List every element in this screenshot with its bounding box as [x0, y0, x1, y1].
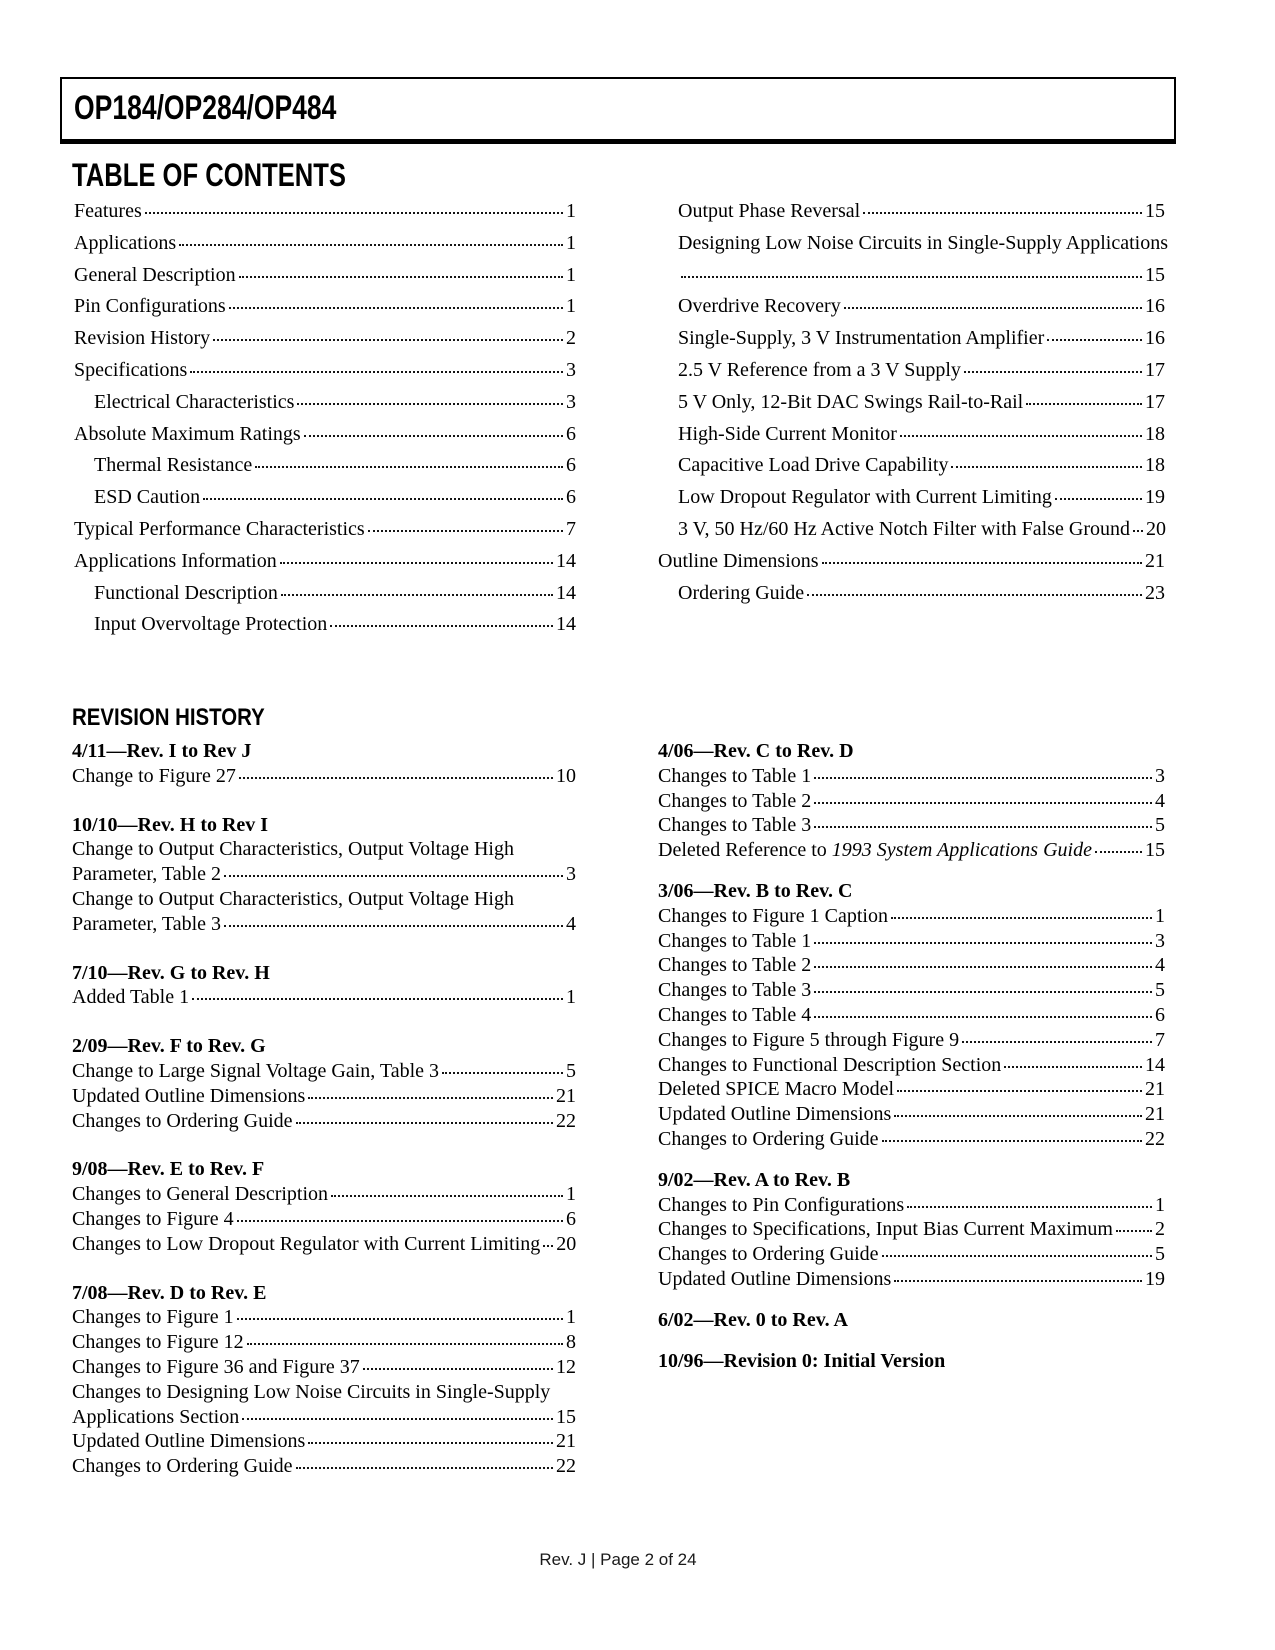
dot-leader: [814, 991, 1152, 993]
dot-leader: [951, 466, 1142, 468]
dot-leader: [203, 498, 563, 500]
toc-entry: [74, 578, 576, 610]
entry-label: Changes to Figure 12: [72, 1331, 244, 1354]
dot-leader: [1055, 498, 1142, 500]
toc-entry: [72, 985, 576, 1010]
entry-label: Changes to Pin Configurations: [658, 1193, 905, 1216]
toc-entry: [72, 887, 576, 912]
page-number: 22: [556, 1455, 576, 1478]
dot-leader: [897, 1090, 1142, 1092]
dot-leader: [296, 1122, 553, 1124]
dot-leader: [145, 212, 563, 214]
revision-group-heading: 4/06—Rev. C to Rev. D: [658, 740, 854, 762]
page-number: 4: [1155, 954, 1165, 977]
toc-entry: [658, 1102, 1165, 1127]
entry-label: Output Phase Reversal: [678, 200, 861, 222]
toc-entry: [658, 764, 1165, 789]
entry-label: Features: [74, 200, 142, 222]
entry-label: Changes to Table 2: [658, 954, 812, 977]
page-number: 14: [556, 613, 576, 636]
toc-entry: [658, 1193, 1165, 1218]
entry-label: Parameter, Table 3: [72, 912, 222, 935]
dot-leader: [247, 1343, 563, 1345]
entry-label: Specifications: [74, 358, 188, 381]
dot-leader: [237, 1318, 563, 1320]
revision-group: [72, 1157, 576, 1256]
toc-entry: [72, 837, 576, 862]
dot-leader: [242, 1418, 553, 1420]
dot-leader: [964, 371, 1142, 373]
dot-leader: [280, 562, 553, 564]
entry-label: Changes to Table 3: [658, 814, 812, 837]
entry-label: Changes to Ordering Guide: [658, 1243, 879, 1266]
entry-label: Updated Outline Dimensions: [72, 1430, 306, 1453]
entry-label: Change to Output Characteristics, Output Voltage High: [72, 838, 514, 861]
toc-entry: [72, 1454, 576, 1479]
entry-label: Updated Outline Dimensions: [658, 1103, 892, 1126]
dot-leader: [224, 925, 563, 927]
page-number: 2: [566, 327, 576, 350]
revision-group: [72, 1034, 576, 1133]
toc-entry: [74, 482, 576, 514]
toc-entry: [72, 1355, 576, 1380]
dot-leader: [330, 625, 553, 627]
page-number: 18: [1145, 422, 1165, 445]
page-number: 2: [1155, 1218, 1165, 1241]
entry-label: Deleted Reference to 1993 System Applications Guide: [658, 839, 1092, 862]
entry-label: Changes to Ordering Guide: [658, 1127, 879, 1150]
entry-label: Changes to Ordering Guide: [72, 1455, 293, 1478]
entry-label: Input Overvoltage Protection: [94, 613, 328, 636]
revision-group-heading: 7/08—Rev. D to Rev. E: [72, 1281, 267, 1304]
toc-entry: [72, 1059, 576, 1084]
entry-label: Changes to Ordering Guide: [72, 1109, 293, 1132]
toc-entry: [72, 1305, 576, 1330]
toc-entry: [74, 546, 576, 578]
dot-leader: [863, 212, 1142, 214]
page-number: 5: [1155, 979, 1165, 1002]
dot-leader: [442, 1072, 563, 1074]
toc-entry: [658, 482, 1165, 514]
dot-leader: [882, 1140, 1142, 1142]
entry-label: ESD Caution: [94, 486, 201, 509]
dot-leader: [331, 1195, 563, 1197]
entry-label: General Description: [74, 263, 236, 286]
toc-entry: [658, 978, 1165, 1003]
page-number: 14: [1145, 1053, 1165, 1076]
page-number: 20: [556, 1232, 577, 1255]
entry-label: Changes to Specifications, Input Bias Current Maximum: [658, 1218, 1113, 1241]
revision-group-heading: 3/06—Rev. B to Rev. C: [658, 879, 853, 902]
revision-group: [658, 1168, 1165, 1292]
toc-entry: [72, 1182, 576, 1207]
entry-label: Outline Dimensions: [658, 549, 819, 572]
entry-label: Designing Low Noise Circuits in Single-Supply Applications: [678, 231, 1168, 254]
page-number: 4: [1155, 789, 1165, 812]
dot-leader: [296, 1467, 553, 1469]
page-number: 1: [566, 263, 576, 286]
toc-entry-continuation: [72, 862, 576, 887]
entry-label: Changes to Figure 36 and Figure 37: [72, 1355, 360, 1378]
page-number: 19: [1145, 1267, 1165, 1290]
dot-leader: [814, 777, 1152, 779]
toc-entry: [658, 291, 1165, 323]
entry-label: Added Table 1: [72, 986, 190, 1009]
toc-entry: [658, 323, 1165, 355]
entry-label: Single-Supply, 3 V Instrumentation Amplifier: [678, 327, 1045, 350]
toc-entry: [658, 355, 1165, 387]
dot-leader: [229, 307, 563, 309]
dot-leader: [822, 562, 1142, 564]
toc-entry: [658, 1217, 1165, 1242]
dot-leader: [368, 530, 563, 532]
dot-leader: [807, 594, 1142, 596]
dot-leader: [814, 802, 1152, 804]
dot-leader: [255, 466, 563, 468]
toc-entry: [74, 260, 576, 292]
entry-label: Changes to Figure 1 Caption: [658, 904, 888, 927]
page-number: 3: [566, 863, 576, 886]
page-footer: Rev. J | Page 2 of 24: [539, 1550, 697, 1569]
toc-entry: [72, 1330, 576, 1355]
dot-leader: [814, 1016, 1152, 1018]
toc-entry: [72, 1380, 576, 1405]
page-number: 22: [556, 1109, 576, 1132]
entry-label: Pin Configurations: [74, 295, 226, 318]
page-number: 10: [556, 764, 576, 787]
revision-group: [658, 879, 1165, 1152]
toc-entry: [658, 578, 1165, 610]
page-number: 5: [1155, 1243, 1165, 1266]
page-number: 15: [1145, 200, 1165, 222]
dot-leader: [239, 777, 553, 779]
toc-entry: [72, 1109, 576, 1134]
revision-group-heading: 2/09—Rev. F to Rev. G: [72, 1035, 266, 1058]
entry-label: Change to Large Signal Voltage Gain, Table 3: [72, 1059, 440, 1082]
page-number: 16: [1145, 327, 1165, 350]
revision-history-title: REVISION HISTORY: [72, 704, 265, 731]
dot-leader: [363, 1368, 553, 1370]
dot-leader: [213, 339, 563, 341]
toc-entry: [658, 1127, 1165, 1152]
entry-label: Applications Information: [74, 549, 277, 572]
toc-entry: [658, 514, 1165, 546]
revision-group-heading: 7/10—Rev. G to Rev. H: [72, 961, 270, 984]
entry-label: Ordering Guide: [678, 581, 805, 604]
dot-leader: [1047, 339, 1142, 341]
page-number: 21: [556, 1430, 576, 1453]
dot-leader: [907, 1206, 1152, 1208]
entry-label: Capacitive Load Drive Capability: [678, 454, 949, 477]
entry-label-italic: 1993 System Applications Guide: [831, 839, 1092, 862]
part-number-banner: [60, 77, 1176, 144]
page-number: 14: [556, 581, 576, 604]
toc-entry: [74, 450, 576, 482]
page-number: 1: [566, 1183, 576, 1206]
toc-entry-continuation: [658, 260, 1165, 292]
entry-label: Electrical Characteristics: [94, 390, 295, 413]
dot-leader: [814, 826, 1152, 828]
toc-entry: [658, 419, 1165, 451]
entry-label: Change to Output Characteristics, Output Voltage High: [72, 887, 514, 910]
toc-entry: [72, 1429, 576, 1454]
revision-group-heading: 4/11—Rev. I to Rev J: [72, 740, 252, 762]
toc-entry: [658, 789, 1165, 814]
entry-label: Revision History: [74, 327, 211, 350]
revision-group-heading: 9/02—Rev. A to Rev. B: [658, 1168, 851, 1191]
toc-entry: [74, 291, 576, 323]
entry-label: Thermal Resistance: [94, 454, 253, 477]
page-number: 17: [1145, 390, 1165, 413]
entry-label: Changes to Table 2: [658, 789, 812, 812]
revision-history-right-column: [658, 739, 1165, 1389]
entry-label: Overdrive Recovery: [678, 295, 841, 318]
page-number: 5: [1155, 814, 1165, 837]
page-number: 14: [556, 549, 576, 572]
entry-label: Changes to Figure 5 through Figure 9: [658, 1028, 960, 1051]
toc-entry: [658, 1077, 1165, 1102]
dot-leader: [192, 998, 563, 1000]
toc-entry: [658, 228, 1168, 260]
toc-entry: [74, 514, 576, 546]
dot-leader: [304, 435, 563, 437]
page-number: 6: [566, 454, 576, 477]
dot-leader: [308, 1442, 553, 1444]
page-number: 21: [1145, 549, 1165, 572]
page-number: 23: [1145, 581, 1165, 604]
toc-entry-continuation: [72, 1405, 576, 1430]
dot-leader: [1133, 530, 1143, 532]
page-number: 21: [556, 1084, 576, 1107]
page-number: 3: [1155, 764, 1165, 787]
page-number: 1: [566, 231, 576, 254]
page-number: 21: [1145, 1078, 1165, 1101]
entry-label: Low Dropout Regulator with Current Limiting: [678, 486, 1052, 509]
revision-group: [658, 739, 1165, 863]
page-number: 19: [1145, 486, 1165, 509]
dot-leader: [814, 942, 1152, 944]
page-number: 16: [1145, 295, 1165, 318]
toc-entry: [72, 1232, 576, 1257]
entry-label: 2.5 V Reference from a 3 V Supply: [678, 358, 961, 381]
revision-group: [72, 739, 576, 789]
page-number: 17: [1145, 358, 1165, 381]
page-number: 22: [1145, 1127, 1165, 1150]
entry-label: Deleted SPICE Macro Model: [658, 1078, 895, 1101]
toc-entry: [658, 1267, 1165, 1292]
revision-group-heading: 10/10—Rev. H to Rev I: [72, 813, 269, 836]
page-number: 1: [1155, 904, 1165, 927]
page-number: 18: [1145, 454, 1165, 477]
entry-label: 3 V, 50 Hz/60 Hz Active Notch Filter with False Ground: [678, 517, 1130, 540]
dot-leader: [844, 307, 1142, 309]
dot-leader: [882, 1255, 1152, 1257]
toc-entry: [74, 609, 576, 641]
entry-label: Updated Outline Dimensions: [658, 1267, 892, 1290]
dot-leader: [900, 435, 1142, 437]
revision-group: [72, 1281, 576, 1479]
page-number: 3: [1155, 929, 1165, 952]
page-number: 7: [566, 517, 576, 540]
entry-label: Change to Figure 27: [72, 764, 236, 787]
toc-title: TABLE OF CONTENTS: [72, 157, 346, 193]
toc-entry: [658, 929, 1165, 954]
page-number: 7: [1155, 1028, 1165, 1051]
toc-entry: [658, 1242, 1165, 1267]
dot-leader: [681, 276, 1142, 278]
entry-label: Functional Description: [94, 581, 278, 604]
dot-leader: [179, 244, 563, 246]
revision-group: [72, 961, 576, 1011]
toc-entry: [658, 813, 1165, 838]
revision-group: [72, 813, 576, 937]
toc-entry: [658, 387, 1165, 419]
toc-entry: [658, 838, 1165, 863]
toc-entry: [658, 1028, 1165, 1053]
dot-leader: [237, 1220, 563, 1222]
entry-label: Changes to General Description: [72, 1183, 329, 1206]
entry-label: Parameter, Table 2: [72, 863, 222, 886]
entry-label: Applications: [74, 231, 177, 254]
toc-right-column: [658, 196, 1168, 609]
entry-label: High-Side Current Monitor: [678, 422, 897, 445]
toc-entry-continuation: [72, 912, 576, 937]
revision-group-heading: 10/96—Revision 0: Initial Version: [658, 1349, 946, 1372]
toc-entry: [658, 1003, 1165, 1028]
page-number: 4: [566, 912, 576, 935]
revision-group-heading: 9/08—Rev. E to Rev. F: [72, 1158, 265, 1181]
page-number: 15: [556, 1405, 576, 1428]
entry-label: Changes to Table 3: [658, 979, 812, 1002]
dot-leader: [891, 917, 1152, 919]
revision-group: [658, 1308, 1165, 1333]
toc-entry: [658, 196, 1165, 228]
dot-leader: [308, 1097, 553, 1099]
dot-leader: [814, 966, 1152, 968]
page-number: 15: [1145, 263, 1165, 286]
page-number: 3: [566, 390, 576, 413]
toc-entry: [658, 904, 1165, 929]
entry-label: Typical Performance Characteristics: [74, 517, 365, 540]
toc-entry: [74, 387, 576, 419]
toc-entry: [658, 546, 1165, 578]
entry-label: Applications Section: [72, 1405, 240, 1428]
page-number: 1: [566, 200, 576, 222]
toc-left-column: [74, 196, 576, 641]
page-number: 1: [1155, 1193, 1165, 1216]
revision-group-heading: 6/02—Rev. 0 to Rev. A: [658, 1308, 848, 1331]
page-number: 15: [1145, 839, 1165, 862]
dot-leader: [281, 594, 553, 596]
page-number: 21: [1145, 1103, 1165, 1126]
entry-label: 5 V Only, 12-Bit DAC Swings Rail-to-Rail: [678, 390, 1024, 413]
page-number: 12: [556, 1355, 576, 1378]
toc-entry: [72, 1084, 576, 1109]
revision-history-left-column: [72, 739, 576, 1503]
dot-leader: [190, 371, 563, 373]
toc-entry: [74, 355, 576, 387]
toc-entry: [74, 228, 576, 260]
page-number: 6: [1155, 1003, 1165, 1026]
entry-label: Changes to Table 4: [658, 1003, 812, 1026]
entry-label: Changes to Low Dropout Regulator with Current Limiting: [72, 1232, 541, 1255]
dot-leader: [1095, 851, 1142, 853]
page-number: 1: [566, 1306, 576, 1329]
toc-entry: [658, 1053, 1165, 1078]
entry-label: Changes to Table 1: [658, 764, 812, 787]
toc-entry: [658, 450, 1165, 482]
revision-group: [658, 1349, 1165, 1374]
dot-leader: [962, 1041, 1152, 1043]
toc-entry: [74, 323, 576, 355]
page-number: 3: [566, 358, 576, 381]
dot-leader: [224, 875, 563, 877]
toc-entry: [72, 764, 576, 789]
page-number: 1: [566, 986, 576, 1009]
entry-label: Changes to Figure 4: [72, 1207, 234, 1230]
entry-label: Changes to Designing Low Noise Circuits in Single-Supply: [72, 1380, 551, 1403]
page-number: 20: [1146, 517, 1166, 540]
page-number: 8: [566, 1331, 576, 1354]
page-number: 6: [566, 486, 576, 509]
dot-leader: [297, 403, 563, 405]
entry-label: Changes to Table 1: [658, 929, 812, 952]
toc-entry: [74, 419, 576, 451]
dot-leader: [894, 1280, 1142, 1282]
entry-label: Absolute Maximum Ratings: [74, 422, 301, 445]
dot-leader: [1004, 1066, 1142, 1068]
dot-leader: [543, 1245, 553, 1247]
toc-entry: [72, 1207, 576, 1232]
dot-leader: [1026, 403, 1142, 405]
page-number: 1: [566, 295, 576, 318]
toc-entry: [74, 196, 576, 228]
entry-label: Updated Outline Dimensions: [72, 1084, 306, 1107]
dot-leader: [1116, 1230, 1152, 1232]
dot-leader: [239, 276, 563, 278]
part-number: OP184/OP284/OP484: [74, 89, 337, 127]
page-number: 6: [566, 422, 576, 445]
entry-label: Changes to Functional Description Section: [658, 1053, 1002, 1076]
page-number: 5: [566, 1059, 576, 1082]
toc-entry: [658, 953, 1165, 978]
entry-label: Changes to Figure 1: [72, 1306, 234, 1329]
dot-leader: [894, 1115, 1142, 1117]
page-number: 6: [566, 1207, 576, 1230]
